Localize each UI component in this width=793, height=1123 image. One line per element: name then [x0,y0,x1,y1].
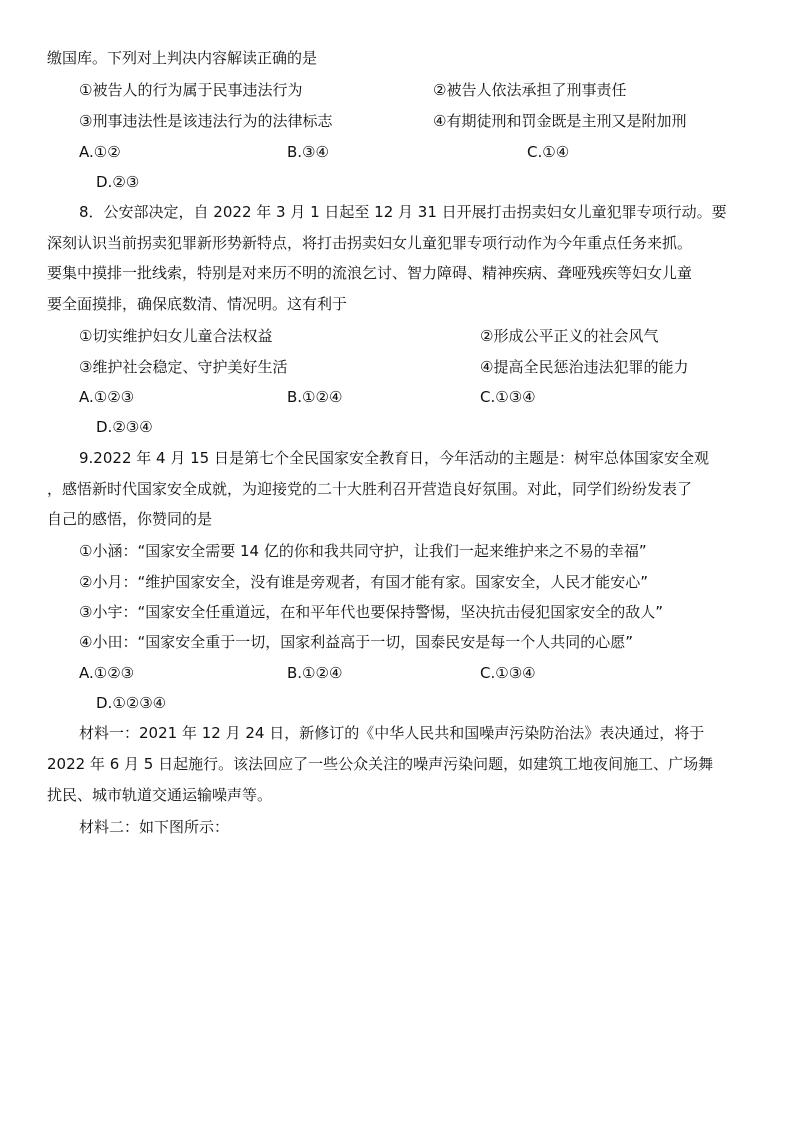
q8-statement-2: ②形成公平正义的社会风气 [480,327,659,345]
q7-statement-2: ②被告人依法承担了刑事责任 [433,81,627,99]
material-1-line-1: 材料一：2021 年 12 月 24 日，新修订的《中华人民共和国噪声污染防治法》表决通过，将于 [79,724,705,742]
q8-stem-line-1: 8．公安部决定，自 2022 年 3 月 1 日起至 12 月 31 日开展打击拐卖妇女儿童犯罪专项行动。要 [79,203,727,221]
q9-statement-2: ②小月：“维护国家安全，没有谁是旁观者，有国才能有家。国家安全，人民才能安心” [79,573,648,591]
q9-statement-1: ①小涵：“国家安全需要 14 亿的你和我共同守护，让我们一起来维护来之不易的幸福” [79,542,647,560]
q7-stem-end: 缴国库。下列对上判决内容解读正确的是 [47,49,318,67]
q9-stem-line-1: 9.2022 年 4 月 15 日是第七个全民国家安全教育日，今年活动的主题是：树牢总体国家安全观 [79,449,709,467]
q9-option-b: B.①②④ [287,664,343,682]
q8-statement-3: ③维护社会稳定、守护美好生活 [79,358,288,376]
q8-statement-1: ①切实维护妇女儿童合法权益 [79,327,273,345]
q8-option-a: A.①②③ [79,388,135,406]
q8-stem-line-2: 深刻认识当前拐卖犯罪新形势新特点，将打击拐卖妇女儿童犯罪专项行动作为今年重点任务来抓。 [47,234,693,252]
q9-statement-3: ③小宇：“国家安全任重道远，在和平年代也要保持警惕，坚决抗击侵犯国家安全的敌人” [79,603,663,621]
q7-option-c: C.①④ [527,143,570,161]
q7-statement-1: ①被告人的行为属于民事违法行为 [79,81,303,99]
q7-statement-4: ④有期徒刑和罚金既是主刑又是附加刑 [433,112,687,130]
material-2-heading: 材料二：如下图所示： [79,818,230,836]
q8-option-c: C.①③④ [480,388,536,406]
q9-stem-line-2: ，感悟新时代国家安全成就，为迎接党的二十大胜利召开营造良好氛围。对此，同学们纷纷发表了 [47,480,693,498]
q8-option-b: B.①②④ [287,388,343,406]
q8-stem-line-3: 要集中摸排一批线索，特别是对来历不明的流浪乞讨、智力障碍、精神疾病、聋哑残疾等妇女儿童 [47,264,693,282]
q7-option-b: B.③④ [287,143,329,161]
material-1-line-2: 2022 年 6 月 5 日起施行。该法回应了一些公众关注的噪声污染问题，如建筑工地夜间施工、广场舞 [47,755,714,773]
q9-statement-4: ④小田：“国家安全重于一切，国家利益高于一切，国泰民安是每一个人共同的心愿” [79,633,633,651]
q9-stem-line-3: 自己的感悟，你赞同的是 [47,510,213,528]
q9-option-a: A.①②③ [79,664,135,682]
q8-statement-4: ④提高全民惩治违法犯罪的能力 [480,358,689,376]
q9-option-c: C.①③④ [480,664,536,682]
material-1-line-3: 扰民、城市轨道交通运输噪声等。 [47,786,273,804]
q8-stem-line-4: 要全面摸排，确保底数清、情况明。这有利于 [47,295,348,313]
q7-statement-3: ③刑事违法性是该违法行为的法律标志 [79,112,333,130]
q7-option-d: D.②③ [96,173,140,191]
q7-option-a: A.①② [79,143,121,161]
q9-option-d: D.①②③④ [96,694,167,712]
q8-option-d: D.②③④ [96,418,153,436]
